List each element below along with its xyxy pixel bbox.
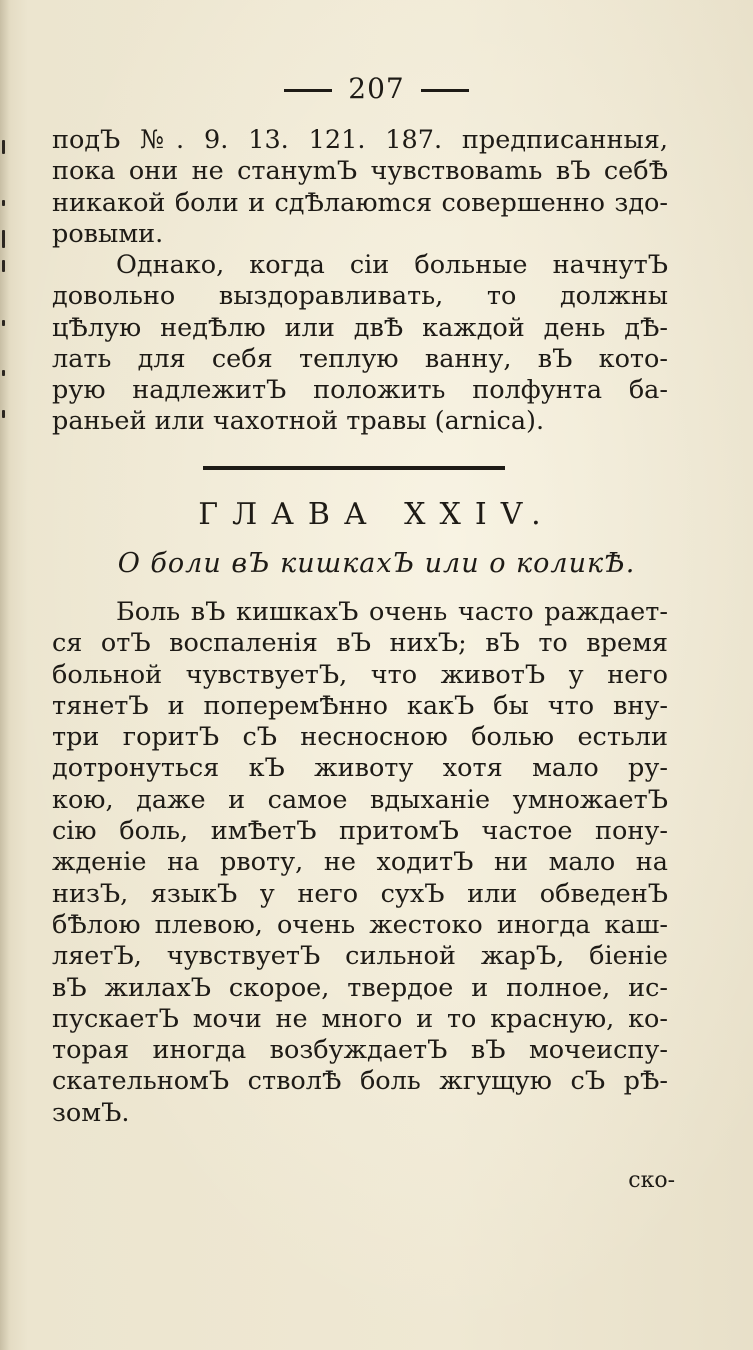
text-line: вЪ жилахЪ скорое, твердое и полное, ис- [52, 972, 668, 1003]
text-line: ся отЪ воспаленія вЪ нихЪ; вЪ то время [52, 628, 668, 659]
text-line: Боль вЪ кишкахЪ очень часто раждает- [116, 597, 668, 627]
text-line: довольно выздоравливать, то должны [52, 281, 668, 312]
text-line: низЪ, языкЪ у него сухЪ или обведенЪ [52, 878, 668, 909]
page-number: 207 [348, 72, 405, 105]
text-line: рую надлежитЪ положить полфунта ба- [52, 375, 668, 406]
text-line: жденіе на рвоту, не ходитЪ ни мало на [52, 847, 668, 878]
text-line: сію боль, имѢетЪ притомЪ частое пону- [52, 816, 668, 847]
page-header [0, 72, 753, 105]
text-line: бѢлою плевою, очень жестоко иногда каш- [52, 909, 668, 940]
header-dash-right [421, 89, 469, 92]
text-line: скательномЪ стволѢ боль жгущую сЪ рѢ- [52, 1066, 668, 1097]
chapter-title: ГЛАВА XXIV. [198, 497, 555, 532]
text-line: пускаетЪ мочи не много и то красную, ко- [52, 1003, 668, 1034]
text-line: лать для себя теплую ванну, вЪ кото- [52, 343, 668, 374]
text-line: три горитЪ сЪ несносною болью естьли [52, 722, 668, 753]
text-line: тянетЪ и поперемѢнно какЪ бы что вну- [52, 690, 668, 721]
text-line: пока они не стануmЪ чувствоваmь вЪ себѢ [52, 156, 668, 187]
text-line: ровыми. [52, 218, 164, 249]
text-line: подЪ №. 9. 13. 121. 187. предписанныя, [52, 125, 668, 155]
paragraph-colic [52, 597, 668, 1129]
text-line: никакой боли и сдѢлаюmся совершенно здо- [52, 187, 668, 218]
paragraph-continued [52, 125, 668, 250]
text-line: больной чувствуетЪ, что животЪ у него [52, 659, 668, 690]
catchword: ско- [628, 1168, 675, 1193]
chapter-subtitle: О боли вЪ кишкахЪ или о коликѢ. [117, 548, 636, 579]
text-line: дотронуться кЪ животу хотя мало ру- [52, 753, 668, 784]
text-line: раньей или чахотной травы (arnica). [52, 406, 545, 437]
binding-gutter [0, 120, 12, 520]
paragraph-bath [52, 250, 668, 438]
text-line: ляетЪ, чувствуетЪ сильной жарЪ, біеніе [52, 941, 668, 972]
text-line: торая иногда возбуждаетЪ вЪ мочеиспу- [52, 1035, 668, 1066]
text-line: зомЪ. [52, 1097, 130, 1128]
text-line: цѢлую недѢлю или двѢ каждой день дѢ- [52, 312, 668, 343]
section-divider [203, 466, 505, 470]
header-dash-left [284, 89, 332, 92]
text-line: Однако, когда сіи больные начнутЪ [116, 250, 668, 280]
text-line: кою, даже и самое вдыханіе умножаетЪ [52, 784, 668, 815]
